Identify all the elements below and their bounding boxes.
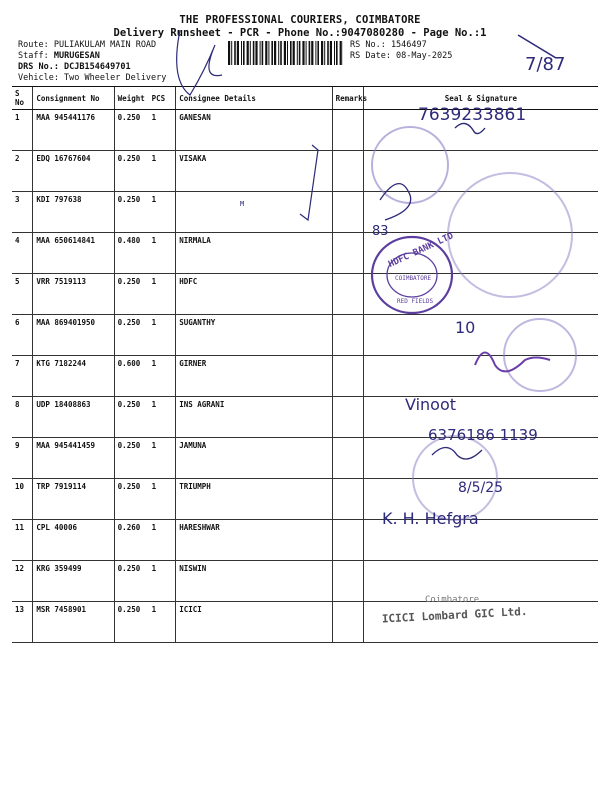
row-weight: 0.260	[114, 520, 148, 561]
row-weight: 0.250	[114, 479, 148, 520]
row-remarks	[332, 438, 363, 479]
row-seal	[363, 438, 598, 479]
row-weight: 0.250	[114, 192, 148, 233]
row-sno: 1	[12, 110, 33, 151]
barcode-bar	[317, 41, 319, 65]
staff-line	[18, 51, 166, 62]
table-row	[12, 438, 598, 479]
row-pcs: 1	[149, 192, 176, 233]
row-consignment: MAA 945441176	[33, 110, 114, 151]
row-seal	[363, 602, 598, 643]
row-pcs: 1	[149, 315, 176, 356]
row-consignment: MSR 7458901	[33, 602, 114, 643]
barcode-bar	[287, 41, 288, 65]
row-sno: 7	[12, 356, 33, 397]
date-handwritten: 8/5/25	[458, 480, 504, 496]
barcode-bar	[306, 41, 307, 65]
table-row	[12, 192, 598, 233]
barcode	[228, 41, 343, 65]
barcode-bar	[228, 41, 230, 65]
barcode-bar	[241, 41, 242, 65]
row-weight: 0.480	[114, 233, 148, 274]
barcode-bar	[321, 41, 323, 65]
table-row	[12, 110, 598, 151]
col-remarks: Remarks	[332, 87, 363, 110]
icici-stamp: ICICI Lombard GIC Ltd.	[381, 604, 528, 626]
drs-number: DRS No.: DCJB154649701	[18, 62, 131, 72]
barcode-bar	[315, 41, 316, 65]
row-pcs: 1	[149, 561, 176, 602]
row-consignee: ICICI	[176, 602, 332, 643]
phone-handwritten-2: 6376186 1139	[428, 426, 538, 444]
row-sno: 12	[12, 561, 33, 602]
barcode-bar	[293, 41, 295, 65]
row-remarks	[332, 151, 363, 192]
row-remarks	[332, 274, 363, 315]
col-consignment: Consignment No	[33, 87, 114, 110]
runsheet-table	[12, 86, 598, 643]
row-weight: 0.250	[114, 397, 148, 438]
row-seal	[363, 151, 598, 192]
table-row	[12, 151, 598, 192]
row-consignee: GANESAN	[176, 110, 332, 151]
row-consignee: HARESHWAR	[176, 520, 332, 561]
sheet-subtitle: Delivery Runsheet - PCR - Phone No.:9047080280 - Page No.:1	[113, 27, 487, 39]
row-consignee: NIRMALA	[176, 233, 332, 274]
row-consignee: HDFC	[176, 274, 332, 315]
row-sno: 11	[12, 520, 33, 561]
row-weight: 0.600	[114, 356, 148, 397]
row-consignment: CPL 40006	[33, 520, 114, 561]
row-consignment: MAA 650614841	[33, 233, 114, 274]
barcode-bar	[253, 41, 255, 65]
row-consignee: NISWIN	[176, 561, 332, 602]
row-weight: 0.250	[114, 561, 148, 602]
barcode-bar	[309, 41, 311, 65]
barcode-bar	[262, 41, 264, 65]
table-header-row	[12, 87, 598, 110]
barcode-bar	[271, 41, 273, 65]
row-remarks	[332, 397, 363, 438]
row-weight: 0.250	[114, 274, 148, 315]
row-pcs: 1	[149, 438, 176, 479]
row-sno: 3	[12, 192, 33, 233]
row-consignee: TRIUMPH	[176, 479, 332, 520]
table-row	[12, 274, 598, 315]
row-consignment: KDI 797638	[33, 192, 114, 233]
row-seal	[363, 520, 598, 561]
vehicle-text: Vehicle: Two Wheeler Delivery	[18, 73, 167, 83]
barcode-bar	[268, 41, 269, 65]
row-sno: 13	[12, 602, 33, 643]
row-seal	[363, 192, 598, 233]
table-row	[12, 315, 598, 356]
row-pcs: 1	[149, 233, 176, 274]
icici-stamp-city: Coimbatore	[425, 595, 480, 605]
row-consignment: TRP 7919114	[33, 479, 114, 520]
row-remarks	[332, 315, 363, 356]
col-weight: Weight	[114, 87, 148, 110]
table-row	[12, 233, 598, 274]
barcode-bar	[336, 41, 338, 65]
barcode-bar	[302, 41, 304, 65]
rs-number: RS No.: 1546497	[350, 40, 427, 50]
row-pcs: 1	[149, 151, 176, 192]
row-weight: 0.250	[114, 438, 148, 479]
row6-number: 10	[455, 318, 476, 337]
row-sno: 4	[12, 233, 33, 274]
barcode-bar	[265, 41, 267, 65]
row-consignee	[176, 192, 332, 233]
table-row	[12, 479, 598, 520]
barcode-bar	[278, 41, 279, 65]
barcode-bar	[297, 41, 298, 65]
row-consignment: KRG 359499	[33, 561, 114, 602]
row-pcs: 1	[149, 356, 176, 397]
row-remarks	[332, 602, 363, 643]
row-consignment: UDP 18408863	[33, 397, 114, 438]
sheet-meta-right	[350, 40, 452, 62]
row-seal	[363, 233, 598, 274]
row-pcs: 1	[149, 110, 176, 151]
barcode-bar	[231, 41, 232, 65]
staff-label: Staff:	[18, 51, 49, 61]
hdfc-stamp-name: HDFC BANK LTD	[387, 231, 456, 271]
row-pcs: 1	[149, 602, 176, 643]
row-consignment: KTG 7182244	[33, 356, 114, 397]
row-weight: 0.250	[114, 151, 148, 192]
row-consignee: GIRNER	[176, 356, 332, 397]
row-seal	[363, 356, 598, 397]
row-seal	[363, 315, 598, 356]
row4-handwriting: 83	[372, 224, 389, 239]
phone-handwritten-1: 7639233861	[418, 105, 527, 125]
sheet-meta-left	[18, 40, 166, 84]
row-pcs: 1	[149, 397, 176, 438]
signature-row11: K. H. Hefgra	[382, 509, 479, 528]
row-seal	[363, 479, 598, 520]
barcode-bar	[299, 41, 301, 65]
corner-mark: 7/87	[525, 54, 566, 75]
row-weight: 0.250	[114, 110, 148, 151]
row-weight: 0.250	[114, 315, 148, 356]
row-seal	[363, 110, 598, 151]
row-weight: 0.250	[114, 602, 148, 643]
row-sno: 10	[12, 479, 33, 520]
row-consignee: VISAKA	[176, 151, 332, 192]
barcode-bar	[237, 41, 239, 65]
barcode-bar	[250, 41, 251, 65]
barcode-bar	[280, 41, 282, 65]
barcode-bar	[284, 41, 286, 65]
row-consignee: SUGANTHY	[176, 315, 332, 356]
row-seal	[363, 274, 598, 315]
hdfc-stamp-city: COIMBATORE	[395, 275, 432, 282]
table-row	[12, 602, 598, 643]
row-remarks	[332, 520, 363, 561]
col-seal: Seal & Signature	[363, 87, 598, 110]
row-remarks	[332, 233, 363, 274]
barcode-bar	[255, 41, 257, 65]
barcode-bar	[234, 41, 236, 65]
row-pcs: 1	[149, 520, 176, 561]
barcode-bar	[334, 41, 335, 65]
hdfc-stamp-bottom: RED FIELDS	[397, 298, 434, 305]
row-remarks	[332, 356, 363, 397]
table-row	[12, 561, 598, 602]
route-text: Route: PULIAKULAM MAIN ROAD	[18, 40, 157, 50]
row-consignee: JAMUNA	[176, 438, 332, 479]
barcode-bar	[247, 41, 249, 65]
row-consignment: EDQ 16767604	[33, 151, 114, 192]
barcode-bar	[311, 41, 313, 65]
row-consignee: INS AGRANI	[176, 397, 332, 438]
barcode-bar	[243, 41, 245, 65]
row-seal	[363, 397, 598, 438]
row-sno: 2	[12, 151, 33, 192]
row-remarks	[332, 110, 363, 151]
row-remarks	[332, 561, 363, 602]
rs-date: RS Date: 08-May-2025	[350, 51, 453, 61]
row-remarks	[332, 192, 363, 233]
barcode-bar	[290, 41, 292, 65]
barcode-bar	[340, 41, 342, 65]
barcode-bar	[274, 41, 276, 65]
barcode-bar	[324, 41, 325, 65]
row-consignment: MAA 945441459	[33, 438, 114, 479]
row-sno: 9	[12, 438, 33, 479]
row-consignment: VRR 7519113	[33, 274, 114, 315]
col-consignee: Consignee Details	[176, 87, 332, 110]
table-row	[12, 356, 598, 397]
row-sno: 8	[12, 397, 33, 438]
barcode-bar	[327, 41, 329, 65]
col-pcs: PCS	[149, 87, 176, 110]
row-remarks	[332, 479, 363, 520]
row-consignment: MAA 869401950	[33, 315, 114, 356]
staff-name: MURUGESAN	[53, 51, 100, 61]
row-pcs: 1	[149, 274, 176, 315]
row-sno: 5	[12, 274, 33, 315]
row-pcs: 1	[149, 479, 176, 520]
table-row	[12, 397, 598, 438]
row3-mark: M	[240, 200, 245, 208]
vinoot-handwriting: Vinoot	[405, 395, 457, 414]
sheet-company-title: THE PROFESSIONAL COURIERS, COIMBATORE	[179, 14, 421, 26]
table-row	[12, 520, 598, 561]
col-sno: S No	[12, 87, 33, 110]
barcode-bar	[330, 41, 332, 65]
row-sno: 6	[12, 315, 33, 356]
barcode-bar	[260, 41, 261, 65]
row-seal	[363, 561, 598, 602]
